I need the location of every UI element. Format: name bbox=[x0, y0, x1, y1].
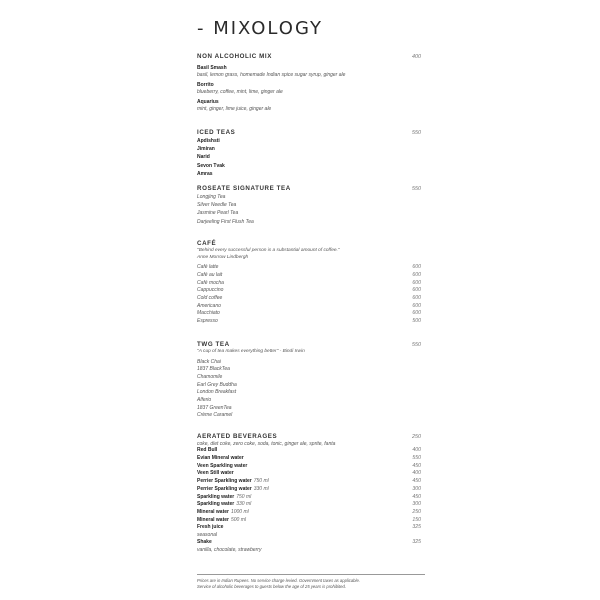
item-price: 600 bbox=[412, 279, 421, 286]
list-item: Narid bbox=[197, 154, 210, 161]
item-name: Mineral water bbox=[197, 508, 229, 515]
item-price: 450 bbox=[412, 478, 421, 485]
footer-line: Prices are in Indian Rupees. No service charge levied. Government taxes as applicable. bbox=[197, 578, 360, 583]
item-price: 600 bbox=[412, 302, 421, 309]
list-item: Apdishsti bbox=[197, 138, 220, 144]
section-roseate-tea bbox=[197, 185, 421, 226]
item-name: Macchiato bbox=[197, 310, 220, 317]
footer-divider bbox=[197, 574, 425, 575]
section-heading: ICED TEAS 550 bbox=[197, 129, 421, 136]
list-item: Chamomile bbox=[197, 373, 223, 380]
item-unit: 330 ml bbox=[236, 501, 252, 508]
item-name: Americano bbox=[197, 302, 221, 309]
item-name: Red Bull bbox=[197, 447, 218, 454]
quote: "Behind every successful person is a substantial amount of coffee." bbox=[197, 248, 340, 253]
item-name: Mineral water bbox=[197, 516, 229, 523]
item-price: 300 bbox=[412, 501, 421, 508]
item-name: Aquarius bbox=[197, 99, 219, 105]
item-name: Basil Smash bbox=[197, 65, 227, 71]
item-name: Veen Still water bbox=[197, 470, 234, 477]
section-heading: AERATED BEVERAGES 250 bbox=[197, 433, 421, 440]
list-item: 1837 BlackTea bbox=[197, 366, 230, 373]
item-description: vanilla, chocolate, strawberry bbox=[197, 546, 262, 553]
item-description: seasonal bbox=[197, 531, 218, 538]
item-unit: 330 ml bbox=[253, 485, 269, 492]
item-name: Sparkling water bbox=[197, 501, 235, 508]
list-item: Earl Grey Buddha bbox=[197, 381, 237, 388]
section-aerated-beverages bbox=[197, 433, 421, 554]
section-cafe bbox=[197, 240, 421, 326]
section-twg-tea bbox=[197, 341, 421, 420]
section-price: 550 bbox=[412, 186, 421, 192]
item-price: 300 bbox=[412, 485, 421, 492]
item-description: mint, ginger, lime juice, ginger ale bbox=[197, 105, 272, 112]
item-name: Borrito bbox=[197, 82, 214, 88]
item-name: Cappuccino bbox=[197, 287, 224, 294]
item-name: Café mocha bbox=[197, 279, 224, 286]
item-price: 600 bbox=[412, 264, 421, 271]
section-heading: TWG TEA 550 bbox=[197, 341, 421, 348]
section-non-alcoholic bbox=[197, 53, 421, 112]
item-price: 450 bbox=[412, 462, 421, 469]
list-item: Alferio bbox=[197, 397, 212, 404]
item-name: Sparkling water bbox=[197, 493, 235, 500]
item-price: 500 bbox=[412, 318, 421, 324]
item-name: Fresh juice bbox=[197, 524, 224, 531]
item-unit: 500 ml bbox=[230, 516, 246, 523]
item-unit: 1000 ml bbox=[230, 508, 249, 515]
list-item: Silver Needle Tea bbox=[197, 202, 237, 209]
item-price: 400 bbox=[412, 447, 421, 454]
page-title: - MIXOLOGY bbox=[197, 18, 324, 39]
item-unit: 750 ml bbox=[253, 478, 269, 485]
list-item: Jasmine Pearl Tea bbox=[197, 210, 239, 217]
list-item: Crème Caramel bbox=[197, 412, 233, 419]
item-description: blueberry, coffee, mint, lime, ginger ale bbox=[197, 88, 283, 95]
item-name: Shake bbox=[197, 538, 212, 545]
item-price: 325 bbox=[412, 524, 421, 531]
section-heading: ROSEATE SIGNATURE TEA 550 bbox=[197, 185, 421, 192]
item-unit: 750 ml bbox=[236, 493, 252, 500]
quote: "A cup of tea makes everything better" - Bindi Irwin bbox=[197, 349, 305, 354]
item-price: 250 bbox=[412, 508, 421, 515]
section-heading: CAFÉ bbox=[197, 240, 217, 247]
section-iced-teas bbox=[197, 129, 421, 178]
item-description: basil, lemon grass, homemade Indian spice sugar syrup, ginger ale bbox=[197, 71, 346, 78]
list-item: London Breakfast bbox=[197, 389, 237, 396]
section-description: coke, diet coke, zero coke, soda, tonic, ginger ale, sprite, fanta bbox=[197, 441, 336, 447]
item-name: Perrier Sparkling water bbox=[197, 485, 252, 492]
item-name: Café au lait bbox=[197, 271, 223, 278]
section-price: 250 bbox=[412, 434, 421, 440]
item-name: Evian Mineral water bbox=[197, 455, 244, 462]
list-item: Longjing Tea bbox=[197, 194, 226, 200]
item-price: 600 bbox=[412, 271, 421, 278]
item-name: Perrier Sparkling water bbox=[197, 478, 252, 485]
list-item: Jimiran bbox=[197, 146, 215, 153]
item-price: 450 bbox=[412, 493, 421, 500]
list-item: Darjeeling First Flush Tea bbox=[197, 218, 254, 225]
item-name: Cold coffee bbox=[197, 294, 223, 301]
item-price: 550 bbox=[412, 455, 421, 462]
quote-author: Anne Morrow Lindbergh bbox=[197, 254, 249, 260]
item-price: 400 bbox=[412, 470, 421, 477]
item-price: 600 bbox=[412, 287, 421, 294]
section-heading: NON ALCOHOLIC MIX 400 bbox=[197, 53, 421, 60]
footer-line: Service of alcoholic beverages to guests below the age of 25 years is prohibited. bbox=[197, 584, 346, 589]
item-price: 600 bbox=[412, 294, 421, 301]
item-name: Café latte bbox=[197, 264, 219, 271]
list-item: Black Chai bbox=[197, 358, 221, 365]
item-price: 600 bbox=[412, 310, 421, 317]
section-price: 550 bbox=[412, 130, 421, 136]
footer-note bbox=[197, 578, 425, 590]
item-name: Espresso bbox=[197, 318, 218, 324]
section-price: 400 bbox=[412, 54, 421, 60]
item-name: Veen Sparkling water bbox=[197, 462, 248, 469]
list-item: 1837 GreenTea bbox=[197, 404, 232, 411]
menu-page bbox=[197, 0, 425, 600]
item-price: 325 bbox=[412, 538, 421, 545]
list-item: Sevon Tvak bbox=[197, 162, 225, 169]
list-item: Amras bbox=[197, 170, 213, 177]
section-price: 550 bbox=[412, 342, 421, 348]
item-price: 150 bbox=[412, 516, 421, 523]
